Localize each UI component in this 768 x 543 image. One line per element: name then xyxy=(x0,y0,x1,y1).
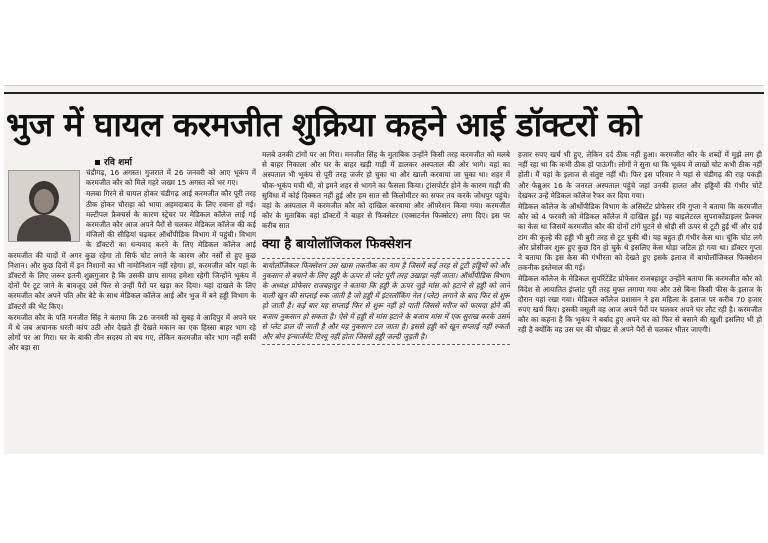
headline: भुज में घायल करमजीत शुक्रिया कहने आई डॉक्टरों को xyxy=(6,105,642,144)
column-1 xyxy=(8,168,256,446)
top-rule xyxy=(4,92,764,94)
paragraph: चंडीगढ़, 16 अगस्त। गुजरात में 26 जनवरी को आए भूकंप में करमजीत कौर को मिले गहरे जख्म 15 अगस्त को भर गए। xyxy=(86,168,256,188)
paragraph: हजार रुपए खर्च भी हुए, लेकिन दर्द ठीक नहीं हुआ। करमजीत कौर के शब्दों में मुझे लग ही नहीं रहा था कि कभी ठीक हो पाऊंगी। लोगों ने सुना था कि भूकंप में लाखों चोट कभी ठीक नहीं होती। मैं यहां के इलाज से संतुष्ट नहीं थी। फिर इस परिवार ने यहां से चंडीगढ़ की राह पकड़ी और फेब्रुअर 16 के जनरल अस्पताल पहुंचे जहां उनकी हालत और हड्डियों की गंभीर चोटें देखकर उन्हें मेडिकल कॉलेज रैफर कर दिया गया। xyxy=(518,150,762,200)
reporter-photo xyxy=(8,170,80,242)
sidebar-box-text: बायोलॉजिकल फिक्सेशन उस खास तकनीक का नाम है जिसमें कई तरह से टूटी हड्डियों को और नुकसान से बचाने के लिए हड्डी के ऊपर से प्लेट पूरी तरह उखाड़ा नहीं जाता। ऑर्थोपीडिक विभाग के अध्यक्ष प्रोफेसर राजबहादुर ने बताया कि हड्डी के ऊपर जुड़े मांस को हटाने से हड्डी को जाने वाली खून की सप्लाई रुक जाती है जो हड्डी में इंटरलॉकिंग नेल (प्लेट) लगाने के बाद फिर से शुरू हो जाती है। कई बार यह सप्लाई फिर से शुरू नहीं हो पाती जिससे मरीज को फायदा होने की बजाय नुकसान हो सकता है। ऐसे में हड्डी से मांस हटाने के बजाय मांस में एक सुराख करके उसमें से प्लेट डाल दी जाती है और यह नुकसान टल जाता है। इससे हड्डी को खून सप्लाई नहीं रुकती और बोन इन्चार्जमेंट टिश्यू नहीं होता जिससे हड्डी जल्दी जुड़ती है। xyxy=(262,258,510,346)
bullet-icon xyxy=(95,160,100,165)
paragraph: मेडिकल कॉलेज के ऑर्थोपीडिक विभाग के असिस्टेंट प्रोफेसर रवि गुप्ता ने बताया कि करमजीत कौर को 4 फरवरी को मेडिकल कॉलेज में दाखिल हुई। यह बाइलेटरल सुपराकोंडाइलर फ्रैक्चर का केस था जिसमें करमजीत कौर की दोनों टांगें घुटने से थोड़ी सी ऊपर से टूटी हुई थीं और दाईं टांग की कूल्हे की हड्डी भी बुरी तरह से टूट चुकी थी। यह बहुत ही गंभीर केस था। चूंकि चोट लगे और प्रोसीजर शुरू हुए कुछ दिन हो चुके थे इसलिए केस थोड़ा जटिल हो गया था। डॉक्टर गुप्ता ने बताया कि इस केस की गंभीरता को देखते हुए इसके इलाज में बायोलॉजिकल फिक्सेशन तकनीक इस्तेमाल की गई। xyxy=(518,202,762,273)
paragraph: मलबे उनकी टांगों पर आ गिरा। मनजीत सिंह के मुताबिक उन्होंने किसी तरह करमजीत को मलबे से बाहर निकाला और घर के बाहर खड़ी गाड़ी में डालकर अस्पताल की ओर भागे। वहां का अस्पताल भी भूकंप से पूरी तरह जर्जर हो चुका था और खाली करवाया जा चुका था। शहर में चौक-भूकंप मची थी, वो इमने शहर से भागने का फैसला किया। ट्रांसपोर्टर होने के कारण गाड़ी की सुविधा में कोई दिक्कत नहीं हुई और हम सात सौ किलोमीटर का सफर तय करके जोधपुर पहुंचे। वहां के अस्पताल में करमजीत कौर को दाखिल करवाया और ऑपरेशन किया गया। करमजीत कौर के मुताबिक वहां डॉक्टरों ने बाहर से फिक्सेटर (एक्सटर्नल फिक्सेटर) लगा दिए। इस पर करीब सात xyxy=(262,150,510,231)
byline-author: रवि शर्मा xyxy=(104,158,132,168)
paragraph: मलबा गिरने से घायल होकर चंडीगढ़ आई करमजीत कौर पूरी तरह ठीक होकर चौराहा को भाया अहमदाबाद के लिए रवाना हो गई। मल्टीपल फ्रैक्चर्स के कारण स्ट्रेचर पर मेडिकल कॉलेज लाई गई करमजीत कौर आज अपने पैरों से चलकर मेडिकल कॉलेज की कई मंजिलों की सीढ़ियां चढ़कर ऑर्थोपीडिक विभाग में पहुंची। विभाग के डॉक्टरों का धन्यवाद करने के लिए मेडिकल कॉलेज आई करमजीत की यादों में अगर कुछ रहेगा तो सिर्फ चोट लगने के कारण और नर्सों से हुए कुछ निशान। और कुछ दिनों में इन निशानों का भी नामोनिशान नहीं रहेगा। हां, करमजीत कौर यहां के डॉक्टरों के लिए जरूर इतनी शुक्रगुजार है कि उसकी छाप सायद हमेशा रहेगी जिन्होंने भूकंप में दोनों पैर टूट जाने के बावजूद उसे फिर से उन्हीं पैरों पर खड़ा कर दिया। यहां दाखले के लिए करमजीत कौर अपने पति और बेटे के साथ मेडिकल कॉलेज आई और भुज में बने हड्डी विभाग के डॉक्टरों की भेंट किए। xyxy=(8,189,256,311)
column-2 xyxy=(262,150,510,446)
column-3 xyxy=(518,150,762,446)
byline xyxy=(95,155,132,168)
subheading: क्या है बायोलॉजिकल फिक्सेशन xyxy=(262,236,412,252)
paragraph: करमजीत कौर के पति मनजीत सिंह ने बताया कि 26 जनवरी को सुबह वे आदिपुर में अपने घर में थे जब अचानक धरती कांप उठी और देखते ही देखते मकान का एक हिस्सा बाहर भाग रहे लोगों पर आ गिरा। घर के बाकी तीन सदस्य तो बच गए, लेकिन करमजीत कौर भाग नहीं सकीं और बड़ा सा xyxy=(8,312,256,353)
paragraph: मेडिकल कॉलेज के मेडिकल सुपरिंटेंडेंट प्रोफेसर राजबहादुर उन्होंने बताया कि करमजीत कौर को विदेश से आयातित इंप्लांट पूरी तरह मुफ्त लगाया गया और उसे बिना किसी फीस के इलाज के दौरान यहां रखा गया। मेडिकल कॉलेज प्रशासन ने इस महिला के इलाज पर करीब 70 हजार रुपए खर्च किए। इसकी वसूली वह आज अपने पैरों पर चलकर अपने घर लौट रही है। करमजीत कौर का कहना है कि भूकंप ने बर्बाद हुए अपने घर को फिर से बसाने की खुशी इसलिए भी हो रही है क्योंकि वह उस घर की चौखट से अपने पैरों से चलकर भीतर जाएगी। xyxy=(518,274,762,335)
